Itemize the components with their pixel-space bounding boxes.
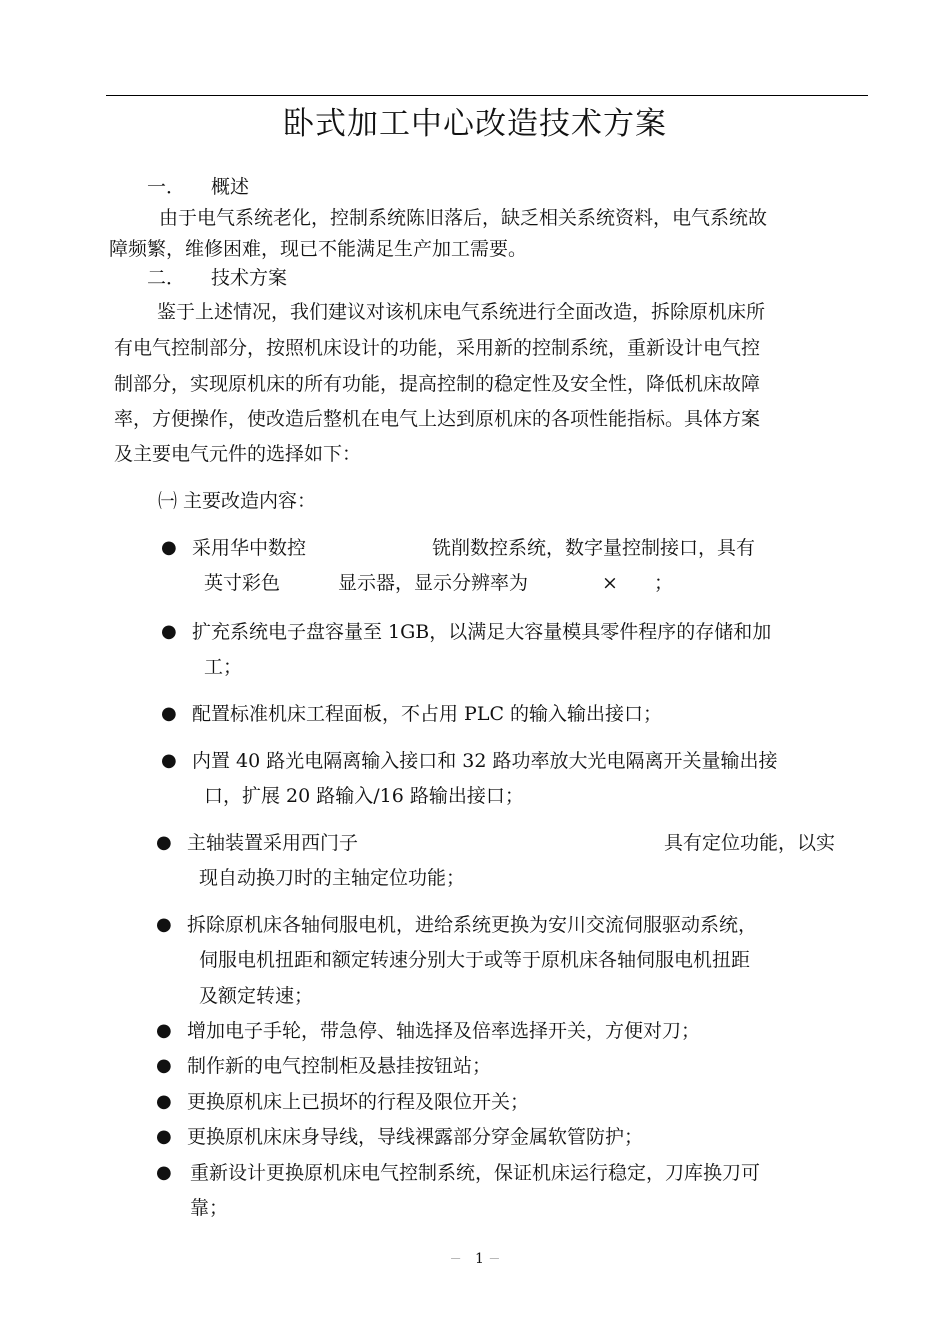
bullet-text: 工；: [204, 656, 243, 678]
paragraph-line: 鉴于上述情况，我们建议对该机床电气系统进行全面改造，拆除原机床所: [157, 301, 766, 323]
bullet-icon: ●: [156, 1126, 172, 1147]
bullet-icon: ●: [161, 537, 177, 558]
page-number-left-mark: －: [449, 1252, 462, 1266]
section-1-number: 一．: [147, 176, 186, 198]
bullet-icon: ●: [156, 1091, 172, 1112]
bullet-icon: ●: [161, 750, 177, 771]
page-number-value: 1: [474, 1251, 484, 1267]
bullet-text: 靠；: [190, 1197, 229, 1219]
top-rule: [106, 95, 868, 96]
paragraph-line: 有电气控制部分，按照机床设计的功能，采用新的控制系统，重新设计电气控: [114, 337, 761, 359]
bullet-text: 更换原机床上已损坏的行程及限位开关；: [187, 1091, 530, 1113]
document-title: 卧式加工中心改造技术方案: [283, 106, 667, 142]
paragraph-line: 由于电气系统老化，控制系统陈旧落后，缺乏相关系统资料，电气系统故: [159, 207, 768, 229]
bullet-text: ×: [602, 572, 618, 594]
page-number: [0, 1249, 950, 1269]
bullet-text: 铣削数控系统，数字量控制接口，具有: [432, 537, 756, 559]
bullet-text: 更换原机床床身导线，导线裸露部分穿金属软管防护；: [187, 1126, 644, 1148]
bullet-text: 具有定位功能，以实: [664, 832, 836, 854]
paragraph-line: 制部分，实现原机床的所有功能，提高控制的稳定性及安全性，降低机床故障: [114, 373, 761, 395]
bullet-icon: ●: [156, 914, 172, 935]
bullet-text: 英寸彩色: [204, 572, 281, 594]
bullet-text: 重新设计更换原机床电气控制系统，保证机床运行稳定，刀库换刀可: [190, 1162, 761, 1184]
bullet-text: 口，扩展 20 路输入/16 路输出接口；: [204, 785, 524, 807]
bullet-text: ；: [654, 572, 674, 594]
bullet-icon: ●: [156, 1020, 172, 1041]
subsection-heading: ㈠ 主要改造内容：: [158, 490, 317, 512]
bullet-text: 拆除原机床各轴伺服电机，进给系统更换为安川交流伺服驱动系统，: [187, 914, 758, 936]
section-1-heading: [147, 170, 249, 204]
bullet-icon: ●: [156, 1055, 172, 1076]
page-number-right-mark: －: [488, 1252, 501, 1266]
bullet-icon: ●: [156, 832, 172, 853]
section-2-number: 二．: [147, 267, 186, 289]
bullet-text: 配置标准机床工程面板，不占用 PLC 的输入输出接口；: [192, 703, 663, 725]
section-2-title: 技术方案: [211, 267, 288, 289]
bullet-text: 主轴装置采用西门子: [187, 832, 359, 854]
section-1-title: 概述: [211, 176, 250, 198]
bullet-text: 伺服电机扭距和额定转速分别大于或等于原机床各轴伺服电机扭距: [199, 949, 751, 971]
bullet-text: 采用华中数控: [192, 537, 307, 559]
paragraph-line: 及主要电气元件的选择如下：: [114, 443, 362, 465]
section-2-heading: [147, 261, 287, 295]
bullet-text: 及额定转速；: [199, 985, 314, 1007]
bullet-text: 显示器，显示分辨率为: [338, 572, 529, 594]
bullet-icon: ●: [161, 621, 177, 642]
bullet-text: 增加电子手轮，带急停、轴选择及倍率选择开关，方便对刀；: [187, 1020, 701, 1042]
bullet-text: 制作新的电气控制柜及悬挂按钮站；: [187, 1055, 492, 1077]
paragraph-line: 障频繁，维修困难，现已不能满足生产加工需要。: [109, 238, 528, 260]
bullet-icon: ●: [156, 1162, 172, 1183]
bullet-text: 内置 40 路光电隔离输入接口和 32 路功率放大光电隔离开关量输出接: [192, 750, 778, 772]
paragraph-line: 率，方便操作，使改造后整机在电气上达到原机床的各项性能指标。具体方案: [114, 408, 761, 430]
bullet-text: 现自动换刀时的主轴定位功能；: [199, 867, 466, 889]
bullet-text: 扩充系统电子盘容量至 1GB，以满足大容量模具零件程序的存储和加: [192, 621, 772, 643]
bullet-icon: ●: [161, 703, 177, 724]
